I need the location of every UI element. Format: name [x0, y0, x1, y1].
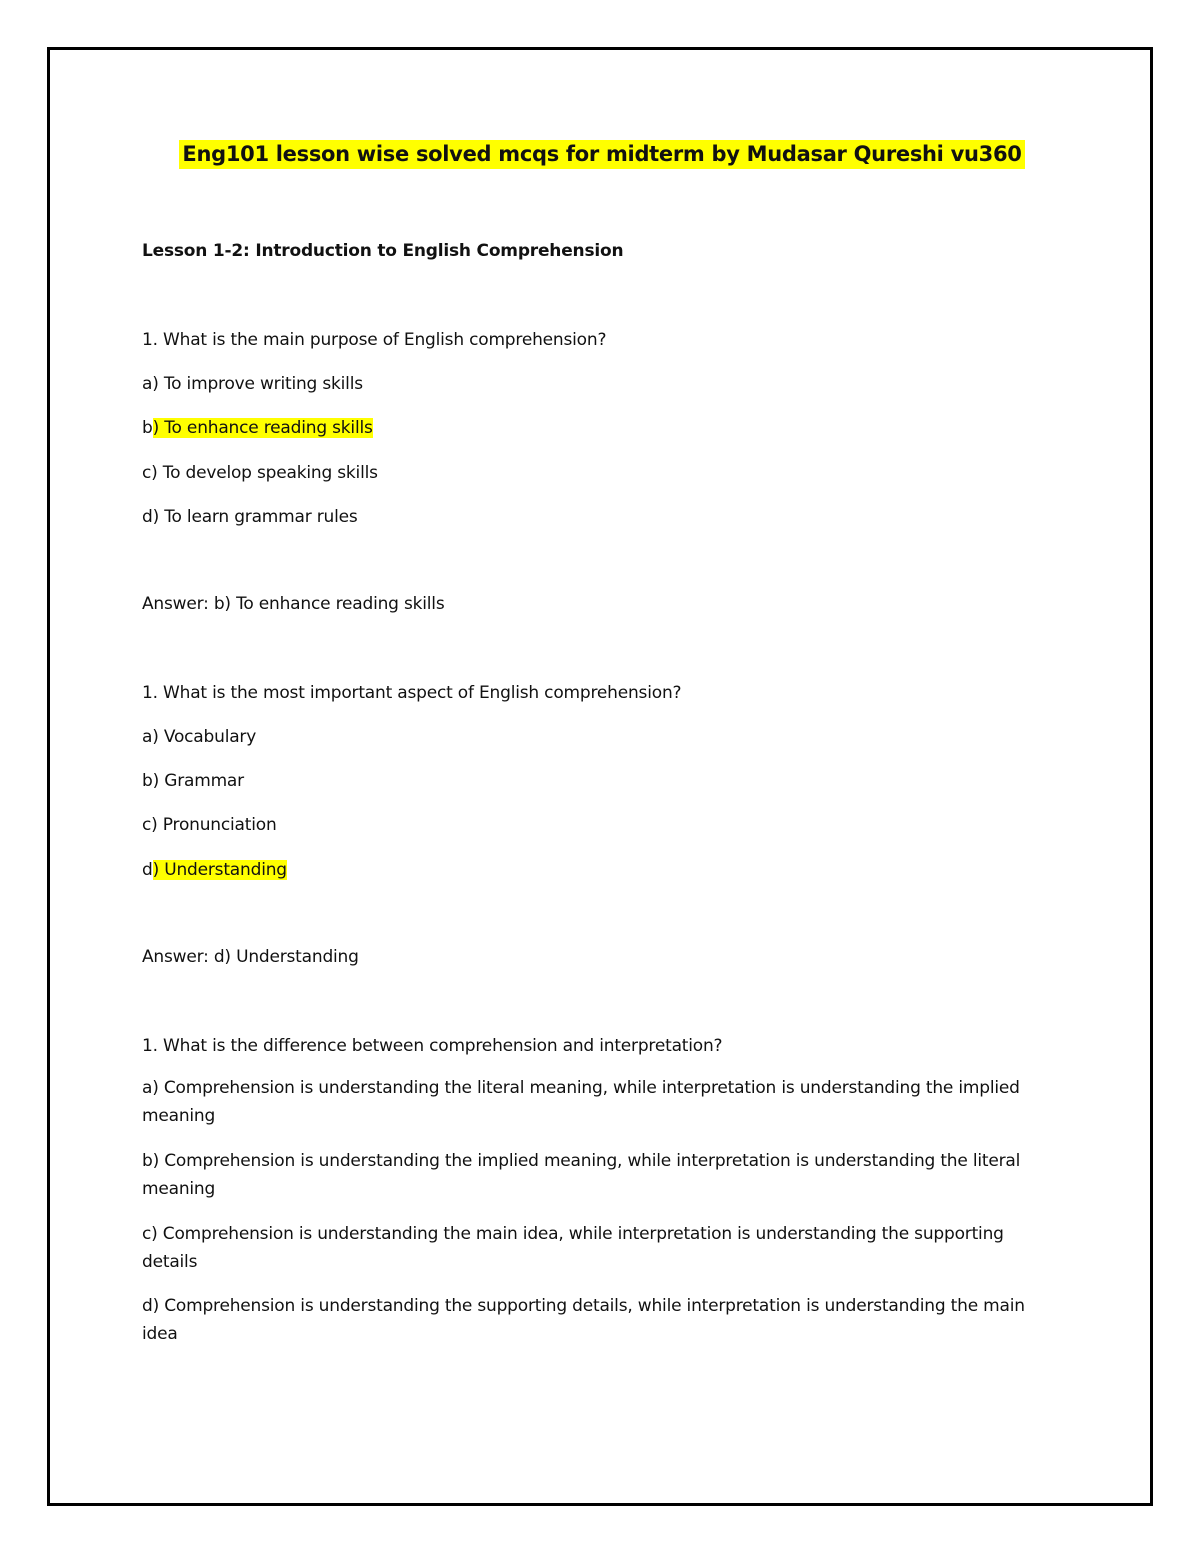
document-title: Eng101 lesson wise solved mcqs for midterm by Mudasar Qureshi vu360	[179, 140, 1024, 169]
question-1-answer: Answer: b) To enhance reading skills	[142, 594, 445, 614]
question-2-option-b: b) Grammar	[142, 771, 244, 791]
question-1-option-d: d) To learn grammar rules	[142, 507, 358, 527]
question-3-text: 1. What is the difference between comprehension and interpretation?	[142, 1036, 723, 1056]
question-1-option-b-correct: b) To enhance reading skills	[142, 418, 373, 438]
correct-answer-highlight: ) To enhance reading skills	[152, 418, 373, 438]
question-3-option-d: d) Comprehension is understanding the supporting details, while interpretation is understanding the main idea	[142, 1296, 1025, 1344]
question-2-text: 1. What is the most important aspect of English comprehension?	[142, 683, 682, 703]
question-1-option-a: a) To improve writing skills	[142, 374, 363, 394]
question-3-option-b: b) Comprehension is understanding the implied meaning, while interpretation is understanding the literal meaning	[142, 1151, 1021, 1199]
question-3-option-a: a) Comprehension is understanding the literal meaning, while interpretation is understanding the implied meaning	[142, 1078, 1020, 1126]
title-row	[142, 140, 1062, 169]
question-1-text: 1. What is the main purpose of English comprehension?	[142, 330, 607, 350]
question-3-option-c: c) Comprehension is understanding the main idea, while interpretation is understanding the supporting details	[142, 1224, 1004, 1272]
question-2-answer: Answer: d) Understanding	[142, 947, 359, 967]
question-2-option-c: c) Pronunciation	[142, 815, 277, 835]
question-1-option-c: c) To develop speaking skills	[142, 463, 378, 483]
question-2-option-d-correct: d) Understanding	[142, 860, 287, 880]
question-2-option-a: a) Vocabulary	[142, 727, 257, 747]
lesson-heading: Lesson 1-2: Introduction to English Comprehension	[142, 241, 624, 261]
correct-answer-highlight: ) Understanding	[152, 860, 287, 880]
